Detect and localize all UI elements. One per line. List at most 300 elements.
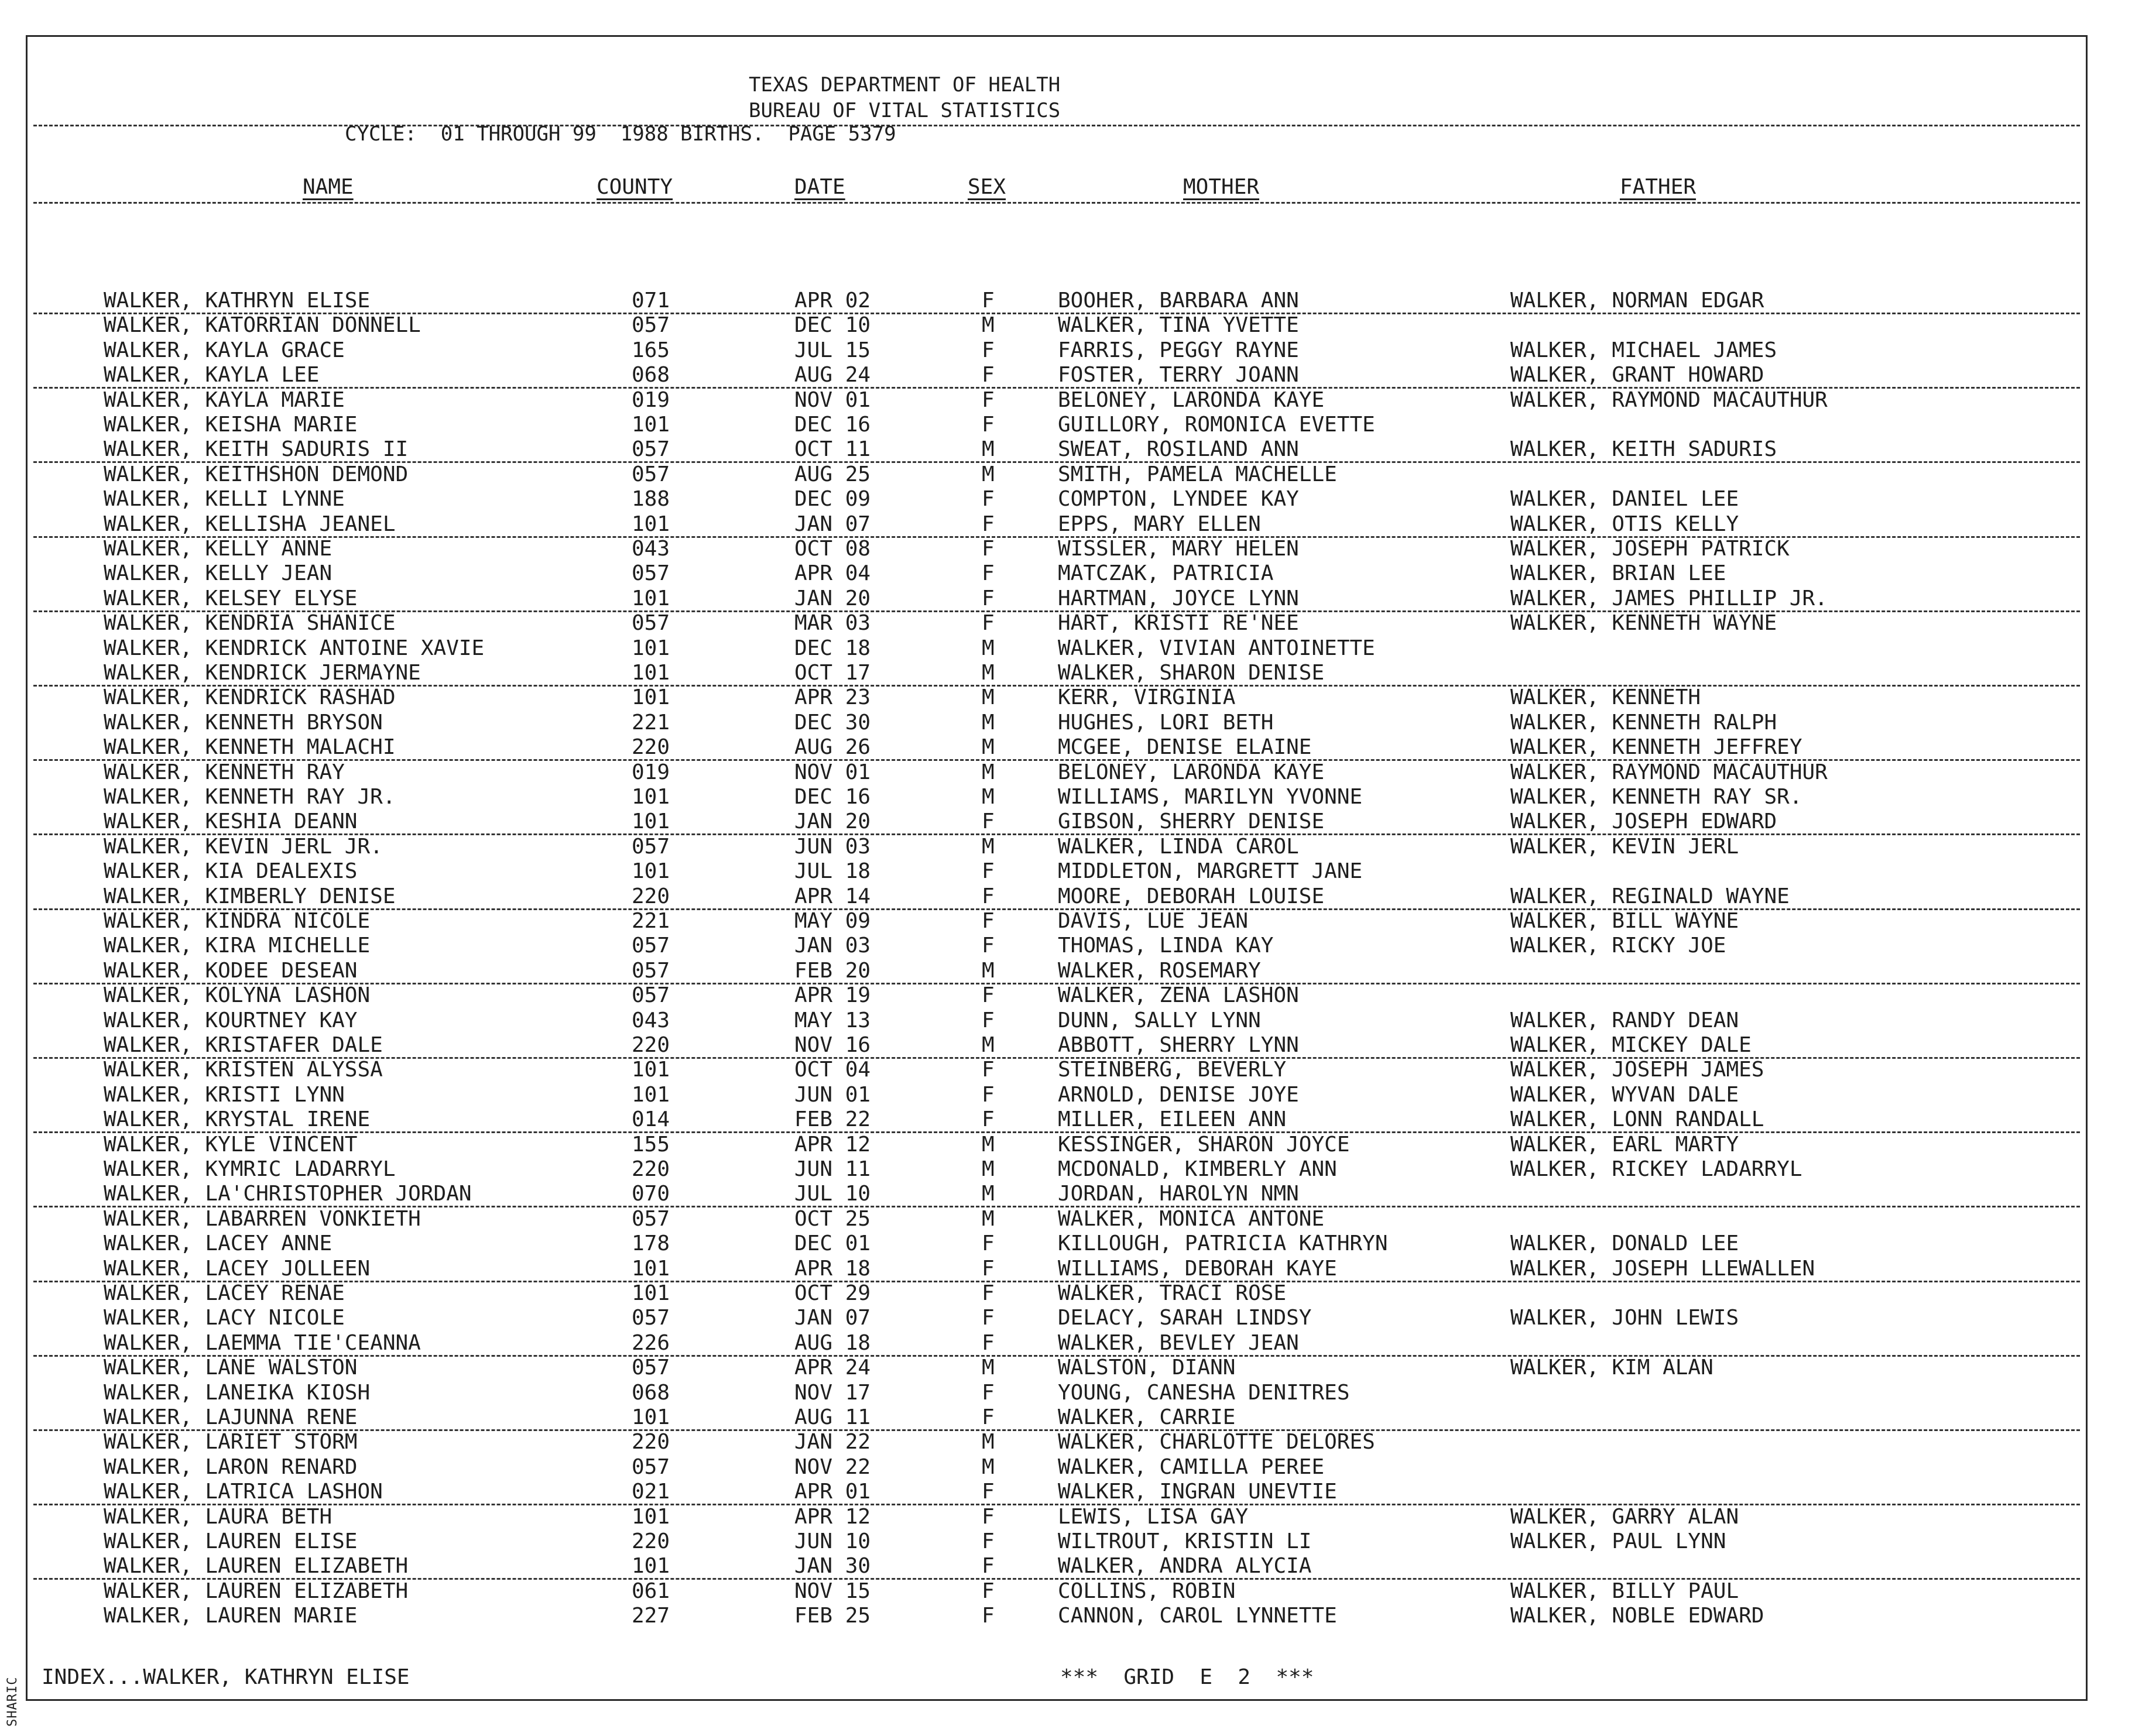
record-sex: F xyxy=(982,1082,995,1107)
record-row xyxy=(28,586,2086,611)
header-divider xyxy=(33,125,2080,126)
record-date: OCT 17 xyxy=(794,661,871,685)
record-sex: M xyxy=(982,1454,995,1479)
record-name: WALKER, KAYLA MARIE xyxy=(104,387,345,412)
record-mother: DUNN, SALLY LYNN xyxy=(1058,1008,1261,1032)
record-date: APR 02 xyxy=(794,289,871,313)
record-row xyxy=(28,735,2086,760)
record-sex: F xyxy=(982,611,995,636)
record-date: JAN 03 xyxy=(794,934,871,958)
record-sex: M xyxy=(982,958,995,983)
record-row xyxy=(28,611,2086,636)
record-name: WALKER, KRISTI LYNN xyxy=(104,1082,345,1107)
record-mother: BELONEY, LARONDA KAYE xyxy=(1058,387,1325,412)
record-name: WALKER, KENDRICK JERMAYNE xyxy=(104,661,421,685)
record-county: 101 xyxy=(632,586,670,610)
record-date: JAN 07 xyxy=(794,512,871,536)
record-mother: WALKER, SHARON DENISE xyxy=(1058,661,1325,685)
record-mother: FOSTER, TERRY JOANN xyxy=(1058,363,1299,387)
document-frame xyxy=(26,35,2088,1701)
record-father: WALKER, JOHN LEWIS xyxy=(1510,1306,1739,1330)
record-county: 221 xyxy=(632,710,670,735)
column-header-sex: SEX xyxy=(968,175,1006,199)
record-sex: M xyxy=(982,1132,995,1157)
record-date: APR 18 xyxy=(794,1256,871,1281)
record-mother: WALKER, MONICA ANTONE xyxy=(1058,1206,1325,1231)
record-father: WALKER, BRIAN LEE xyxy=(1510,561,1726,586)
record-date: APR 04 xyxy=(794,561,871,586)
record-date: OCT 29 xyxy=(794,1281,871,1305)
record-mother: HART, KRISTI RE'NEE xyxy=(1058,611,1299,636)
record-date: DEC 16 xyxy=(794,413,871,437)
record-name: WALKER, KAYLA LEE xyxy=(104,363,320,387)
record-name: WALKER, KIA DEALEXIS xyxy=(104,859,358,884)
footer-grid: *** GRID E 2 *** xyxy=(1060,1665,1314,1689)
header-agency: TEXAS DEPARTMENT OF HEALTH xyxy=(749,73,1061,97)
record-date: APR 19 xyxy=(794,983,871,1008)
record-name: WALKER, LANE WALSTON xyxy=(104,1356,358,1380)
record-sex: M xyxy=(982,1182,995,1206)
record-name: WALKER, KEVIN JERL JR. xyxy=(104,834,383,859)
record-sex: F xyxy=(982,1529,995,1553)
record-name: WALKER, KIMBERLY DENISE xyxy=(104,884,396,908)
record-father: WALKER, KIM ALAN xyxy=(1510,1356,1713,1380)
record-sex: M xyxy=(982,785,995,809)
record-row xyxy=(28,462,2086,487)
record-date: JAN 22 xyxy=(794,1430,871,1454)
record-row xyxy=(28,1306,2086,1330)
record-date: JAN 30 xyxy=(794,1554,871,1579)
record-mother: JORDAN, HAROLYN NMN xyxy=(1058,1182,1299,1206)
record-father: WALKER, JOSEPH JAMES xyxy=(1510,1058,1764,1082)
record-name: WALKER, LAUREN ELISE xyxy=(104,1529,358,1553)
record-father: WALKER, JAMES PHILLIP JR. xyxy=(1510,586,1828,610)
record-name: WALKER, KEITH SADURIS II xyxy=(104,437,409,462)
record-date: AUG 25 xyxy=(794,462,871,486)
record-date: JAN 20 xyxy=(794,809,871,834)
record-date: AUG 18 xyxy=(794,1330,871,1355)
record-row xyxy=(28,413,2086,437)
record-name: WALKER, KEITHSHON DEMOND xyxy=(104,462,409,486)
record-father: WALKER, RICKEY LADARRYL xyxy=(1510,1157,1802,1181)
record-mother: SWEAT, ROSILAND ANN xyxy=(1058,437,1299,462)
record-sex: F xyxy=(982,1604,995,1628)
record-mother: DAVIS, LUE JEAN xyxy=(1058,909,1249,933)
record-name: WALKER, KENDRICK ANTOINE XAVIE xyxy=(104,636,485,660)
record-sex: F xyxy=(982,1256,995,1281)
record-name: WALKER, KRISTAFER DALE xyxy=(104,1033,383,1057)
record-county: 057 xyxy=(632,1206,670,1231)
record-name: WALKER, KENNETH RAY JR. xyxy=(104,785,396,809)
record-name: WALKER, LANEIKA KIOSH xyxy=(104,1380,371,1405)
record-name: WALKER, KINDRA NICOLE xyxy=(104,909,371,933)
record-mother: FARRIS, PEGGY RAYNE xyxy=(1058,338,1299,362)
record-sex: M xyxy=(982,1356,995,1380)
record-county: 057 xyxy=(632,1454,670,1479)
record-mother: MCGEE, DENISE ELAINE xyxy=(1058,735,1312,760)
record-row xyxy=(28,1554,2086,1579)
record-county: 021 xyxy=(632,1480,670,1504)
record-row xyxy=(28,388,2086,413)
record-mother: WALSTON, DIANN xyxy=(1058,1356,1236,1380)
record-name: WALKER, LACEY JOLLEEN xyxy=(104,1256,371,1281)
record-date: JAN 20 xyxy=(794,586,871,610)
record-row xyxy=(28,1381,2086,1405)
record-date: APR 12 xyxy=(794,1504,871,1529)
record-mother: EPPS, MARY ELLEN xyxy=(1058,512,1261,536)
record-row xyxy=(28,1480,2086,1504)
record-father: WALKER, JOSEPH PATRICK xyxy=(1510,537,1790,561)
record-date: APR 01 xyxy=(794,1480,871,1504)
record-father: WALKER, GRANT HOWARD xyxy=(1510,363,1764,387)
record-county: 101 xyxy=(632,661,670,685)
record-county: 220 xyxy=(632,884,670,908)
record-county: 101 xyxy=(632,1504,670,1529)
record-county: 101 xyxy=(632,1281,670,1305)
record-mother: STEINBERG, BEVERLY xyxy=(1058,1058,1287,1082)
record-father: WALKER, KENNETH RAY SR. xyxy=(1510,785,1802,809)
record-mother: BOOHER, BARBARA ANN xyxy=(1058,289,1299,313)
record-county: 061 xyxy=(632,1579,670,1603)
record-sex: F xyxy=(982,561,995,586)
record-sex: F xyxy=(982,1480,995,1504)
record-row xyxy=(28,1133,2086,1157)
record-name: WALKER, LA'CHRISTOPHER JORDAN xyxy=(104,1182,472,1206)
record-county: 057 xyxy=(632,1356,670,1380)
record-mother: WILTROUT, KRISTIN LI xyxy=(1058,1529,1312,1553)
record-mother: WISSLER, MARY HELEN xyxy=(1058,537,1299,561)
record-date: OCT 11 xyxy=(794,437,871,462)
record-name: WALKER, KATHRYN ELISE xyxy=(104,289,371,313)
record-name: WALKER, LAUREN ELIZABETH xyxy=(104,1579,409,1603)
record-row xyxy=(28,1008,2086,1033)
record-father: WALKER, RAYMOND MACAUTHUR xyxy=(1510,760,1828,784)
record-row xyxy=(28,1331,2086,1356)
record-county: 220 xyxy=(632,1430,670,1454)
column-header-divider xyxy=(33,202,2080,204)
record-name: WALKER, LARON RENARD xyxy=(104,1454,358,1479)
record-row xyxy=(28,363,2086,387)
record-row xyxy=(28,561,2086,586)
record-father: WALKER, WYVAN DALE xyxy=(1510,1082,1739,1107)
record-date: FEB 20 xyxy=(794,958,871,983)
column-header-name: NAME xyxy=(303,175,354,199)
record-mother: DELACY, SARAH LINDSY xyxy=(1058,1306,1312,1330)
record-date: JUL 15 xyxy=(794,338,871,362)
record-sex: F xyxy=(982,1281,995,1305)
record-county: 101 xyxy=(632,512,670,536)
record-date: AUG 24 xyxy=(794,363,871,387)
record-mother: WALKER, CAMILLA PEREE xyxy=(1058,1454,1325,1479)
record-name: WALKER, KRISTEN ALYSSA xyxy=(104,1058,383,1082)
record-date: DEC 01 xyxy=(794,1231,871,1256)
record-row xyxy=(28,313,2086,338)
record-county: 220 xyxy=(632,1033,670,1057)
record-date: JAN 07 xyxy=(794,1306,871,1330)
record-row xyxy=(28,1107,2086,1132)
record-sex: F xyxy=(982,1579,995,1603)
record-name: WALKER, KRYSTAL IRENE xyxy=(104,1107,371,1132)
record-mother: MCDONALD, KIMBERLY ANN xyxy=(1058,1157,1337,1181)
record-date: FEB 22 xyxy=(794,1107,871,1132)
record-date: DEC 10 xyxy=(794,313,871,338)
record-county: 057 xyxy=(632,934,670,958)
column-header-mother: MOTHER xyxy=(1183,175,1260,199)
record-date: APR 12 xyxy=(794,1132,871,1157)
record-row xyxy=(28,711,2086,735)
record-county: 014 xyxy=(632,1107,670,1132)
record-name: WALKER, KENNETH MALACHI xyxy=(104,735,396,760)
record-row xyxy=(28,1058,2086,1082)
record-mother: KERR, VIRGINIA xyxy=(1058,685,1236,710)
record-county: 101 xyxy=(632,785,670,809)
record-county: 057 xyxy=(632,983,670,1008)
record-county: 043 xyxy=(632,537,670,561)
record-row xyxy=(28,338,2086,363)
record-mother: GUILLORY, ROMONICA EVETTE xyxy=(1058,413,1375,437)
record-mother: WALKER, CHARLOTTE DELORES xyxy=(1058,1430,1375,1454)
record-father: WALKER, BILLY PAUL xyxy=(1510,1579,1739,1603)
record-sex: F xyxy=(982,363,995,387)
record-name: WALKER, LABARREN VONKIETH xyxy=(104,1206,421,1231)
record-sex: F xyxy=(982,809,995,834)
record-name: WALKER, LAUREN MARIE xyxy=(104,1604,358,1628)
record-sex: F xyxy=(982,1058,995,1082)
record-row xyxy=(28,289,2086,313)
record-name: WALKER, KOLYNA LASHON xyxy=(104,983,371,1008)
record-mother: KILLOUGH, PATRICIA KATHRYN xyxy=(1058,1231,1388,1256)
record-name: WALKER, KENNETH RAY xyxy=(104,760,345,784)
column-header-father: FATHER xyxy=(1620,175,1697,199)
record-name: WALKER, KELSEY ELYSE xyxy=(104,586,358,610)
record-county: 057 xyxy=(632,958,670,983)
record-mother: WILLIAMS, MARILYN YVONNE xyxy=(1058,785,1363,809)
record-row xyxy=(28,1505,2086,1529)
record-county: 101 xyxy=(632,636,670,660)
record-date: AUG 26 xyxy=(794,735,871,760)
record-sex: M xyxy=(982,1430,995,1454)
record-mother: COMPTON, LYNDEE KAY xyxy=(1058,487,1299,512)
record-row xyxy=(28,487,2086,512)
record-name: WALKER, KAYLA GRACE xyxy=(104,338,345,362)
record-row xyxy=(28,835,2086,859)
record-father: WALKER, PAUL LYNN xyxy=(1510,1529,1726,1553)
record-row xyxy=(28,636,2086,661)
record-sex: M xyxy=(982,1033,995,1057)
record-father: WALKER, EARL MARTY xyxy=(1510,1132,1739,1157)
record-mother: HUGHES, LORI BETH xyxy=(1058,710,1274,735)
record-sex: M xyxy=(982,437,995,462)
record-name: WALKER, KOURTNEY KAY xyxy=(104,1008,358,1032)
record-county: 057 xyxy=(632,561,670,586)
record-county: 226 xyxy=(632,1330,670,1355)
record-county: 101 xyxy=(632,413,670,437)
record-name: WALKER, KATORRIAN DONNELL xyxy=(104,313,421,338)
record-name: WALKER, KYMRIC LADARRYL xyxy=(104,1157,396,1181)
record-mother: CANNON, CAROL LYNNETTE xyxy=(1058,1604,1337,1628)
record-name: WALKER, KENDRICK RASHAD xyxy=(104,685,396,710)
record-row xyxy=(28,884,2086,909)
record-sex: F xyxy=(982,512,995,536)
record-county: 057 xyxy=(632,313,670,338)
record-date: JUL 10 xyxy=(794,1182,871,1206)
record-county: 101 xyxy=(632,685,670,710)
record-row xyxy=(28,1157,2086,1182)
record-father: WALKER, DANIEL LEE xyxy=(1510,487,1739,512)
record-father: WALKER, NORMAN EDGAR xyxy=(1510,289,1764,313)
column-header-county: COUNTY xyxy=(597,175,673,199)
record-county: 043 xyxy=(632,1008,670,1032)
record-county: 221 xyxy=(632,909,670,933)
record-county: 101 xyxy=(632,859,670,884)
record-date: DEC 18 xyxy=(794,636,871,660)
record-mother: MIDDLETON, MARGRETT JANE xyxy=(1058,859,1363,884)
record-father: WALKER, RAYMOND MACAUTHUR xyxy=(1510,387,1828,412)
record-sex: M xyxy=(982,1206,995,1231)
record-date: JUN 03 xyxy=(794,834,871,859)
record-county: 070 xyxy=(632,1182,670,1206)
record-county: 101 xyxy=(632,1405,670,1429)
record-row xyxy=(28,1604,2086,1628)
record-mother: THOMAS, LINDA KAY xyxy=(1058,934,1274,958)
record-date: AUG 11 xyxy=(794,1405,871,1429)
record-sex: M xyxy=(982,834,995,859)
record-date: DEC 09 xyxy=(794,487,871,512)
record-sex: F xyxy=(982,289,995,313)
record-father: WALKER, LONN RANDALL xyxy=(1510,1107,1764,1132)
record-name: WALKER, KESHIA DEANN xyxy=(104,809,358,834)
record-name: WALKER, LACEY ANNE xyxy=(104,1231,333,1256)
record-mother: GIBSON, SHERRY DENISE xyxy=(1058,809,1325,834)
record-sex: F xyxy=(982,1330,995,1355)
record-date: FEB 25 xyxy=(794,1604,871,1628)
record-name: WALKER, LATRICA LASHON xyxy=(104,1480,383,1504)
column-header-date: DATE xyxy=(794,175,845,199)
record-row xyxy=(28,983,2086,1008)
header-cycle: CYCLE: 01 THROUGH 99 1988 BIRTHS. PAGE 5379 xyxy=(345,122,896,146)
record-date: JUN 11 xyxy=(794,1157,871,1181)
record-county: 057 xyxy=(632,437,670,462)
record-mother: ABBOTT, SHERRY LYNN xyxy=(1058,1033,1299,1057)
record-sex: F xyxy=(982,413,995,437)
record-row xyxy=(28,1405,2086,1430)
record-date: NOV 16 xyxy=(794,1033,871,1057)
record-county: 071 xyxy=(632,289,670,313)
record-sex: F xyxy=(982,1380,995,1405)
record-row xyxy=(28,1455,2086,1480)
record-name: WALKER, LAEMMA TIE'CEANNA xyxy=(104,1330,421,1355)
record-sex: F xyxy=(982,338,995,362)
record-date: NOV 17 xyxy=(794,1380,871,1405)
record-sex: M xyxy=(982,661,995,685)
footer-index: INDEX...WALKER, KATHRYN ELISE xyxy=(42,1665,410,1689)
side-tag: SHARIC xyxy=(5,1676,20,1727)
record-county: 227 xyxy=(632,1604,670,1628)
record-sex: M xyxy=(982,710,995,735)
record-county: 057 xyxy=(632,834,670,859)
record-mother: WALKER, CARRIE xyxy=(1058,1405,1236,1429)
record-mother: COLLINS, ROBIN xyxy=(1058,1579,1236,1603)
record-county: 101 xyxy=(632,1082,670,1107)
record-date: APR 24 xyxy=(794,1356,871,1380)
record-row xyxy=(28,934,2086,958)
record-name: WALKER, KELLY ANNE xyxy=(104,537,333,561)
record-father: WALKER, OTIS KELLY xyxy=(1510,512,1739,536)
record-mother: LEWIS, LISA GAY xyxy=(1058,1504,1249,1529)
record-name: WALKER, KENDRIA SHANICE xyxy=(104,611,396,636)
record-row xyxy=(28,760,2086,785)
record-mother: KESSINGER, SHARON JOYCE xyxy=(1058,1132,1350,1157)
record-date: MAY 13 xyxy=(794,1008,871,1032)
record-sex: M xyxy=(982,1157,995,1181)
record-row xyxy=(28,1579,2086,1604)
record-county: 057 xyxy=(632,611,670,636)
record-mother: ARNOLD, DENISE JOYE xyxy=(1058,1082,1299,1107)
record-name: WALKER, LAUREN ELIZABETH xyxy=(104,1554,409,1579)
record-date: NOV 01 xyxy=(794,760,871,784)
record-sex: F xyxy=(982,1554,995,1579)
record-date: NOV 15 xyxy=(794,1579,871,1603)
record-row xyxy=(28,512,2086,537)
record-mother: WILLIAMS, DEBORAH KAYE xyxy=(1058,1256,1337,1281)
record-row xyxy=(28,1231,2086,1256)
record-sex: F xyxy=(982,909,995,933)
record-sex: F xyxy=(982,859,995,884)
record-date: DEC 30 xyxy=(794,710,871,735)
record-row xyxy=(28,1207,2086,1231)
record-name: WALKER, LAJUNNA RENE xyxy=(104,1405,358,1429)
record-date: JUN 01 xyxy=(794,1082,871,1107)
record-row xyxy=(28,1529,2086,1554)
record-sex: F xyxy=(982,1504,995,1529)
record-father: WALKER, MICHAEL JAMES xyxy=(1510,338,1777,362)
record-county: 220 xyxy=(632,1529,670,1553)
record-county: 101 xyxy=(632,1058,670,1082)
record-mother: HARTMAN, JOYCE LYNN xyxy=(1058,586,1299,610)
record-mother: MOORE, DEBORAH LOUISE xyxy=(1058,884,1325,908)
record-date: OCT 08 xyxy=(794,537,871,561)
record-sex: M xyxy=(982,685,995,710)
record-county: 178 xyxy=(632,1231,670,1256)
record-row xyxy=(28,909,2086,934)
record-county: 188 xyxy=(632,487,670,512)
record-date: DEC 16 xyxy=(794,785,871,809)
record-row xyxy=(28,1257,2086,1281)
record-name: WALKER, LACEY RENAE xyxy=(104,1281,345,1305)
record-county: 220 xyxy=(632,735,670,760)
record-mother: WALKER, BEVLEY JEAN xyxy=(1058,1330,1299,1355)
record-sex: F xyxy=(982,1306,995,1330)
record-father: WALKER, KENNETH JEFFREY xyxy=(1510,735,1802,760)
record-mother: MATCZAK, PATRICIA xyxy=(1058,561,1274,586)
record-father: WALKER, GARRY ALAN xyxy=(1510,1504,1739,1529)
record-row xyxy=(28,809,2086,834)
record-county: 019 xyxy=(632,760,670,784)
record-mother: WALKER, LINDA CAROL xyxy=(1058,834,1299,859)
record-row xyxy=(28,1430,2086,1454)
record-sex: F xyxy=(982,983,995,1008)
record-date: APR 14 xyxy=(794,884,871,908)
record-name: WALKER, LARIET STORM xyxy=(104,1430,358,1454)
record-date: JUL 18 xyxy=(794,859,871,884)
record-sex: F xyxy=(982,487,995,512)
record-mother: WALKER, TINA YVETTE xyxy=(1058,313,1299,338)
record-date: JUN 10 xyxy=(794,1529,871,1553)
record-name: WALKER, KYLE VINCENT xyxy=(104,1132,358,1157)
record-county: 165 xyxy=(632,338,670,362)
record-sex: M xyxy=(982,760,995,784)
record-mother: WALKER, TRACI ROSE xyxy=(1058,1281,1287,1305)
